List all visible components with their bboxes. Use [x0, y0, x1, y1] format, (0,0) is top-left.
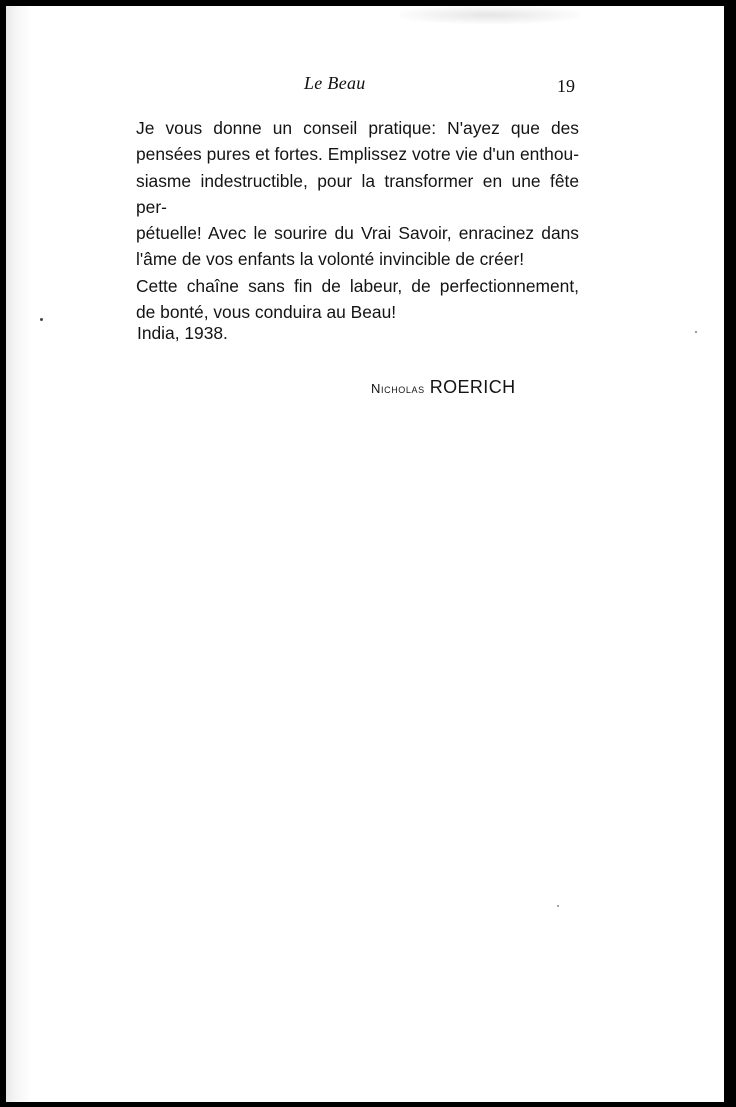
scan-speck	[557, 905, 559, 907]
page-number: 19	[557, 76, 575, 96]
dateline: India, 1938.	[137, 323, 228, 343]
paragraph-line: Cette chaîne sans fin de labeur, de perfectionnement,	[136, 275, 579, 296]
body-text	[136, 115, 579, 325]
running-header	[0, 73, 736, 97]
paragraph-2	[136, 273, 579, 326]
paragraph-line: pétuelle! Avec le sourire du Vrai Savoir, enracinez dans	[136, 223, 579, 244]
paragraph-line: Je vous donne un conseil pratique: N'ayez que des	[136, 118, 579, 138]
scan-speck	[40, 318, 43, 321]
paragraph-line: l'âme de vos enfants la volonté invincible de créer!	[136, 249, 525, 270]
page-edge-shadow	[6, 6, 32, 1102]
paragraph-line: pensées pures et fortes. Emplissez votre vie d'un enthou-	[136, 144, 579, 165]
running-title: Le Beau	[304, 73, 366, 93]
signature-first-name: Nicholas	[371, 381, 425, 396]
scan-smudge	[400, 6, 580, 24]
paragraph-line: siasme indestructible, pour la transformer en une fête per-	[136, 170, 579, 217]
scan-speck	[695, 331, 697, 333]
signature-last-name: ROERICH	[429, 377, 516, 397]
paragraph-1	[136, 115, 579, 273]
signature	[371, 377, 516, 398]
paragraph-line: de bonté, vous conduira au Beau!	[136, 302, 397, 323]
